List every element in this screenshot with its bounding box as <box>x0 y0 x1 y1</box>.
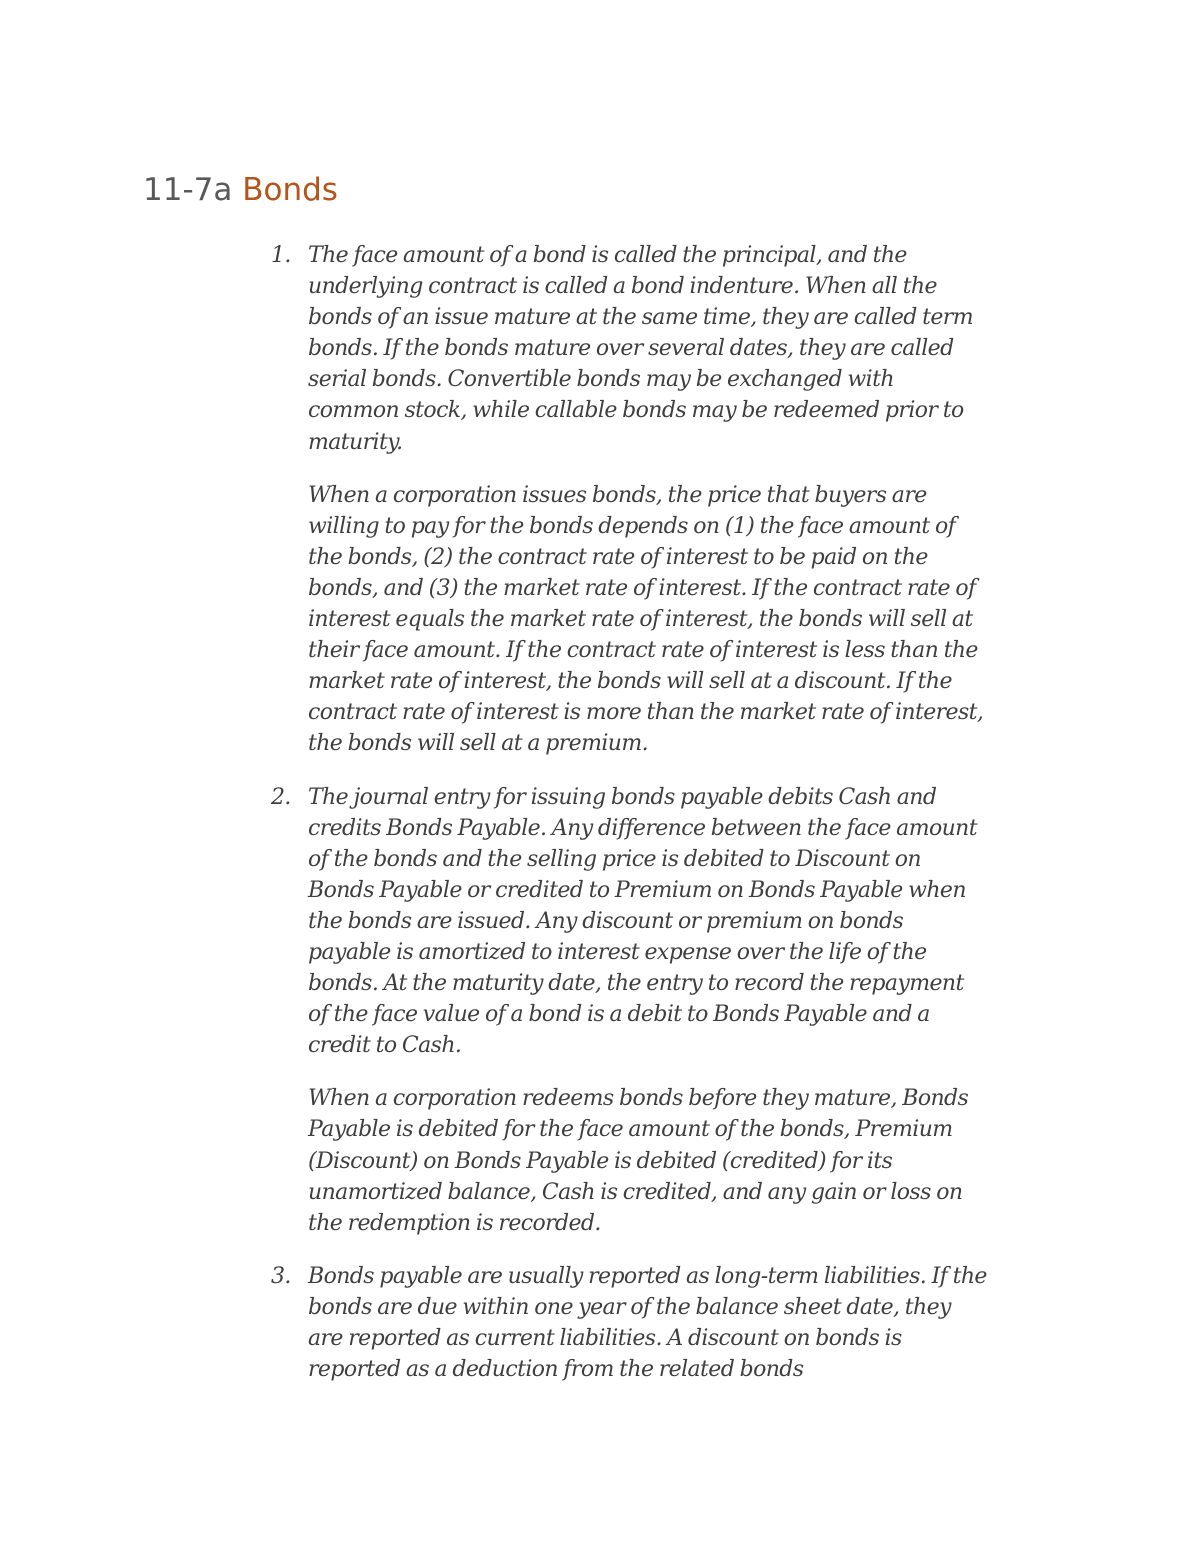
section-title: Bonds <box>242 172 338 208</box>
section-heading <box>143 168 338 212</box>
list-marker: 2. <box>271 784 291 810</box>
list-marker: 3. <box>271 1263 291 1289</box>
paragraph: Bonds payable are usually reported as long-term liabilities. If the bonds are due within one year of the balance sheet date, they are reported as current liabilities. A discount on bonds is reported as a deduction from the related bonds <box>308 1263 987 1383</box>
list-item-1 <box>271 240 988 760</box>
paragraph: When a corporation redeems bonds before they mature, Bonds Payable is debited for the face amount of the bonds, Premium (Discount) on Bonds Payable is debited (credited) for its unamortized balance, Cash is credited, and any gain or loss on the redemption is recorded. <box>308 1086 969 1236</box>
paragraph: The journal entry for issuing bonds payable debits Cash and credits Bonds Payable. Any difference between the face amount of the bonds and the selling price is debited to Discount on Bonds Payable or credited to Premium on Bonds Payable when the bonds are issued. Any discount or premium on bonds payable is amortized to interest expense over the life of the bonds. At the maturity date, the entry to record the repayment of the face value of a bond is a debit to Bonds Payable and a credit to Cash. <box>308 784 977 1059</box>
summary-list <box>271 240 988 1407</box>
paragraph: When a corporation issues bonds, the price that buyers are willing to pay for the bonds depends on (1) the face amount of the bonds, (2) the contract rate of interest to be paid on the bonds, and (3) the market rate of interest. If the contract rate of interest equals the market rate of interest, the bonds will sell at their face amount. If the contract rate of interest is less than the market rate of interest, the bonds will sell at a discount. If the contract rate of interest is more than the market rate of interest, the bonds will sell at a premium. <box>308 482 984 757</box>
section-number: 11-7a <box>143 172 233 208</box>
list-item-2 <box>271 782 988 1239</box>
list-item-3 <box>271 1261 988 1385</box>
paragraph: The face amount of a bond is called the principal, and the underlying contract is called a bond indenture. When all the bonds of an issue mature at the same time, they are called term bonds. If the bonds mature over several dates, they are called serial bonds. Convertible bonds may be exchanged with common stock, while callable bonds may be redeemed prior to maturity. <box>308 243 973 455</box>
list-marker: 1. <box>271 243 291 268</box>
